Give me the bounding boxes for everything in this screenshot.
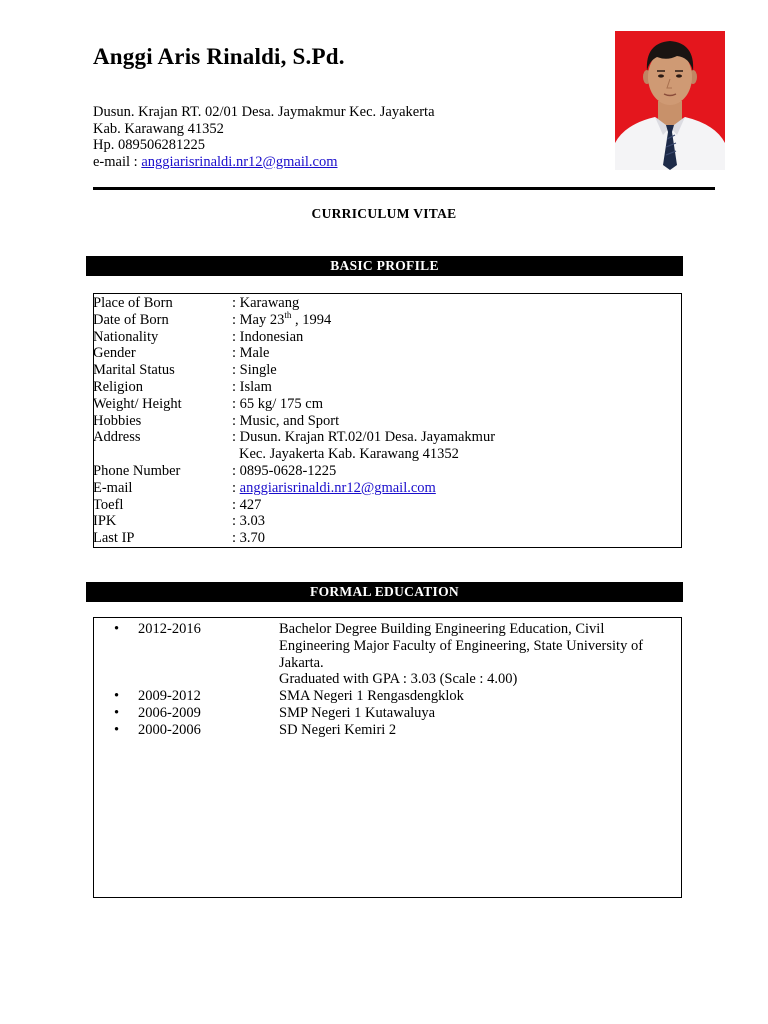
education-item: [94, 722, 681, 739]
education-description: [279, 705, 674, 722]
basic-profile-box: [93, 293, 682, 548]
profile-row: [93, 413, 672, 430]
profile-value: : Single: [232, 362, 277, 379]
profile-row: [93, 480, 672, 497]
header-divider: [93, 187, 715, 190]
profile-label: E-mail: [93, 479, 133, 496]
profile-label: IPK: [93, 513, 117, 530]
education-years: 2009-2012: [138, 688, 201, 705]
profile-label: Address: [93, 429, 141, 446]
profile-label: Gender: [93, 345, 136, 362]
date-prefix: : May 23: [232, 311, 285, 328]
education-list: [94, 621, 681, 739]
phone-line: Hp. 089506281225: [93, 137, 205, 153]
profile-label: Religion: [93, 378, 143, 395]
education-years: 2000-2006: [138, 721, 201, 738]
education-item: [94, 688, 681, 705]
profile-row: [93, 530, 672, 547]
person-photo-icon: [615, 31, 725, 170]
education-desc-line: Jakarta.: [279, 654, 324, 671]
profile-row: [93, 429, 672, 463]
profile-value: : 427: [232, 496, 262, 513]
profile-photo: [615, 31, 725, 170]
education-item: [94, 705, 681, 722]
education-desc-line: Graduated with GPA : 3.03 (Scale : 4.00): [279, 671, 518, 688]
profile-value: [232, 429, 672, 463]
profile-row: [93, 379, 672, 396]
bullet-icon: •: [114, 704, 120, 721]
profile-row: [93, 345, 672, 362]
profile-row: [93, 396, 672, 413]
profile-value: [232, 480, 672, 497]
profile-label: Last IP: [93, 530, 135, 547]
education-years: 2012-2016: [138, 621, 201, 637]
profile-row: [93, 329, 672, 346]
address-value-line-1: : Dusun. Krajan RT.02/01 Desa. Jayamakmur: [232, 429, 496, 446]
email-colon: :: [232, 479, 240, 496]
profile-value: : 3.03: [232, 513, 266, 530]
profile-row: [93, 312, 672, 329]
profile-value: : Karawang: [232, 295, 300, 311]
profile-label: Phone Number: [93, 462, 181, 479]
formal-education-box: [93, 617, 682, 898]
formal-education-heading: FORMAL EDUCATION: [86, 582, 683, 602]
profile-label: Weight/ Height: [93, 395, 182, 412]
profile-label: Place of Born: [93, 295, 173, 311]
email-line: [93, 154, 435, 171]
profile-label: Date of Born: [93, 311, 169, 328]
email-label: e-mail :: [93, 153, 142, 170]
education-description: [279, 621, 674, 688]
profile-value: : 3.70: [232, 530, 266, 547]
profile-value: [232, 309, 672, 329]
profile-row: [93, 295, 672, 312]
profile-value: : 65 kg/ 175 cm: [232, 395, 324, 412]
basic-profile-heading: BASIC PROFILE: [86, 256, 683, 276]
education-desc-line: SD Negeri Kemiri 2: [279, 721, 397, 738]
education-years: 2006-2009: [138, 704, 201, 721]
profile-label: Hobbies: [93, 412, 142, 429]
profile-label: Marital Status: [93, 362, 175, 379]
education-description: [279, 688, 674, 705]
contact-block: [93, 104, 435, 170]
profile-table: [93, 295, 672, 547]
email-link[interactable]: anggiarisrinaldi.nr12@gmail.com: [141, 153, 338, 170]
address-line-2: Kab. Karawang 41352: [93, 120, 224, 137]
profile-row: [93, 362, 672, 379]
address-value-line-2: Kec. Jayakerta Kab. Karawang 41352: [239, 446, 459, 463]
education-desc-line: SMA Negeri 1 Rengasdengklok: [279, 688, 464, 705]
profile-value: : Male: [232, 345, 270, 362]
profile-value: : Music, and Sport: [232, 412, 340, 429]
profile-row: [93, 463, 672, 480]
profile-value: : 0895-0628-1225: [232, 462, 337, 479]
profile-label: Toefl: [93, 496, 124, 513]
education-item: [94, 621, 681, 688]
bullet-icon: •: [114, 621, 120, 637]
date-ordinal: th: [284, 309, 292, 320]
profile-email-link[interactable]: anggiarisrinaldi.nr12@gmail.com: [239, 479, 436, 496]
date-suffix: , 1994: [291, 311, 332, 328]
education-desc-line: SMP Negeri 1 Kutawaluya: [279, 704, 436, 721]
education-desc-line: Bachelor Degree Building Engineering Education, Civil: [279, 621, 605, 637]
profile-row: [93, 513, 672, 530]
profile-label: Nationality: [93, 328, 159, 345]
cv-name: Anggi Aris Rinaldi, S.Pd.: [93, 44, 345, 69]
profile-value: : Indonesian: [232, 328, 304, 345]
bullet-icon: •: [114, 688, 120, 705]
education-desc-line: Engineering Major Faculty of Engineering, State University of: [279, 637, 644, 654]
profile-value: : Islam: [232, 378, 272, 395]
profile-row: [93, 497, 672, 514]
document-title: CURRICULUM VITAE: [311, 206, 457, 221]
bullet-icon: •: [114, 721, 120, 738]
address-line-1: Dusun. Krajan RT. 02/01 Desa. Jaymakmur Kec. Jayakerta: [93, 104, 435, 120]
education-description: [279, 722, 674, 739]
